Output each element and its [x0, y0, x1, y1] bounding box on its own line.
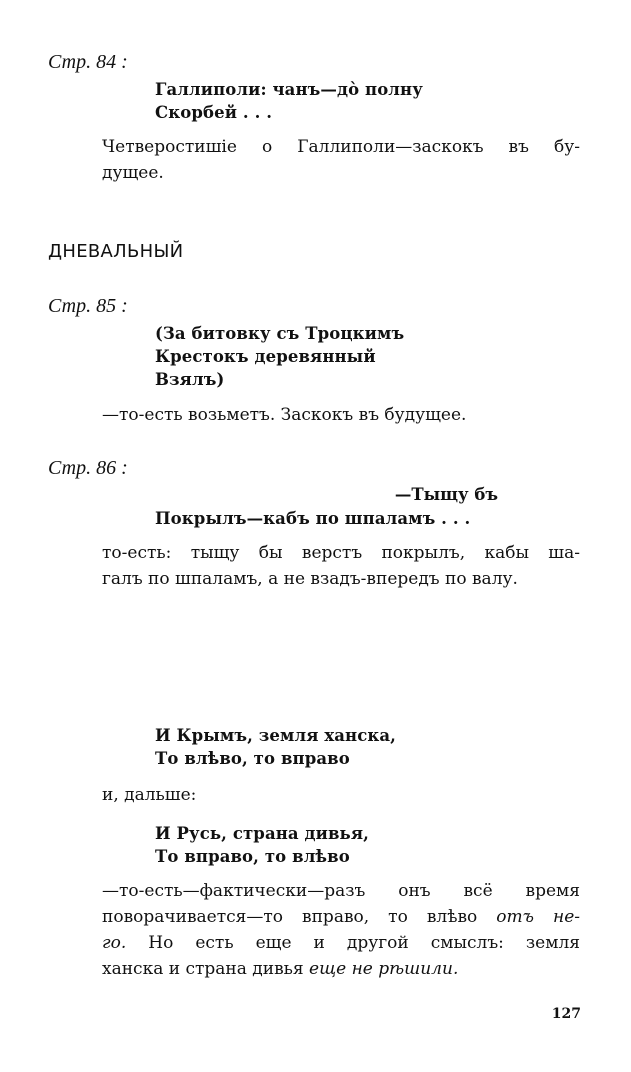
- commentary-86: [102, 540, 580, 592]
- section-heading: ДНЕВАЛЬНЫЙ: [48, 241, 184, 262]
- commentary-85: [102, 402, 580, 428]
- commentary-further: [102, 782, 580, 808]
- verse-line: (За битовку съ Троцкимъ: [155, 324, 405, 343]
- verse-line: То влѣво, то вправо: [155, 749, 350, 768]
- prose-line: то-есть: тыщу бы верстъ покрылъ, кабы ша-: [102, 543, 580, 563]
- prose-line: Четверостишiе о Галлиполи—заскокъ въ бу-: [102, 137, 580, 157]
- prose-line: [102, 956, 580, 982]
- prose-line: —то-есть возьметъ. Заскокъ въ будущее.: [102, 405, 467, 425]
- prose-line: [102, 904, 580, 930]
- page-number: 127: [551, 1006, 581, 1022]
- prose-italic-segment: отъ не-: [496, 907, 581, 927]
- verse-crimea: [155, 724, 396, 770]
- verse-line: Скорбей . . .: [155, 103, 273, 122]
- prose-line: —то-есть—фактически—разъ онъ всё время: [102, 881, 580, 901]
- prose-italic-segment: го.: [102, 933, 127, 953]
- verse-line: Галлиполи: чанъ—дò полну: [155, 80, 423, 99]
- prose-line: и, дальше:: [102, 785, 197, 805]
- verse-line: То вправо, то влѣво: [155, 847, 350, 866]
- page-reference-84: Стр. 84 :: [48, 51, 128, 73]
- verse-rus: [155, 822, 369, 868]
- prose-segment: ханска и страна дивья: [102, 959, 310, 979]
- prose-line: [102, 930, 580, 956]
- prose-segment: поворачивается—то вправо, то влѣво: [102, 907, 497, 927]
- verse-line: И Русь, страна дивья,: [155, 824, 369, 843]
- page-reference-85: Стр. 85 :: [48, 295, 128, 317]
- prose-line: галъ по шпаламъ, а не взадъ-впередъ по валу.: [102, 569, 518, 589]
- prose-segment: Но есть еще и другой смыслъ: земля: [126, 933, 580, 953]
- commentary-final: [102, 878, 580, 982]
- verse-86-line: Покрылъ—кабъ по шпаламъ . . .: [155, 509, 471, 528]
- verse-line: И Крымъ, земля ханска,: [155, 726, 397, 745]
- commentary-84: [102, 134, 580, 186]
- verse-line: Взялъ): [155, 370, 225, 389]
- prose-italic-segment: еще не рѣшили.: [309, 959, 459, 979]
- verse-85: [155, 322, 404, 391]
- verse-line: Крестокъ деревянный: [155, 347, 376, 366]
- verse-86-indented-line: —Тыщу бъ: [394, 485, 498, 504]
- page-reference-86: Стр. 86 :: [48, 457, 128, 479]
- verse-84: [155, 78, 423, 124]
- prose-line: дущее.: [102, 163, 164, 183]
